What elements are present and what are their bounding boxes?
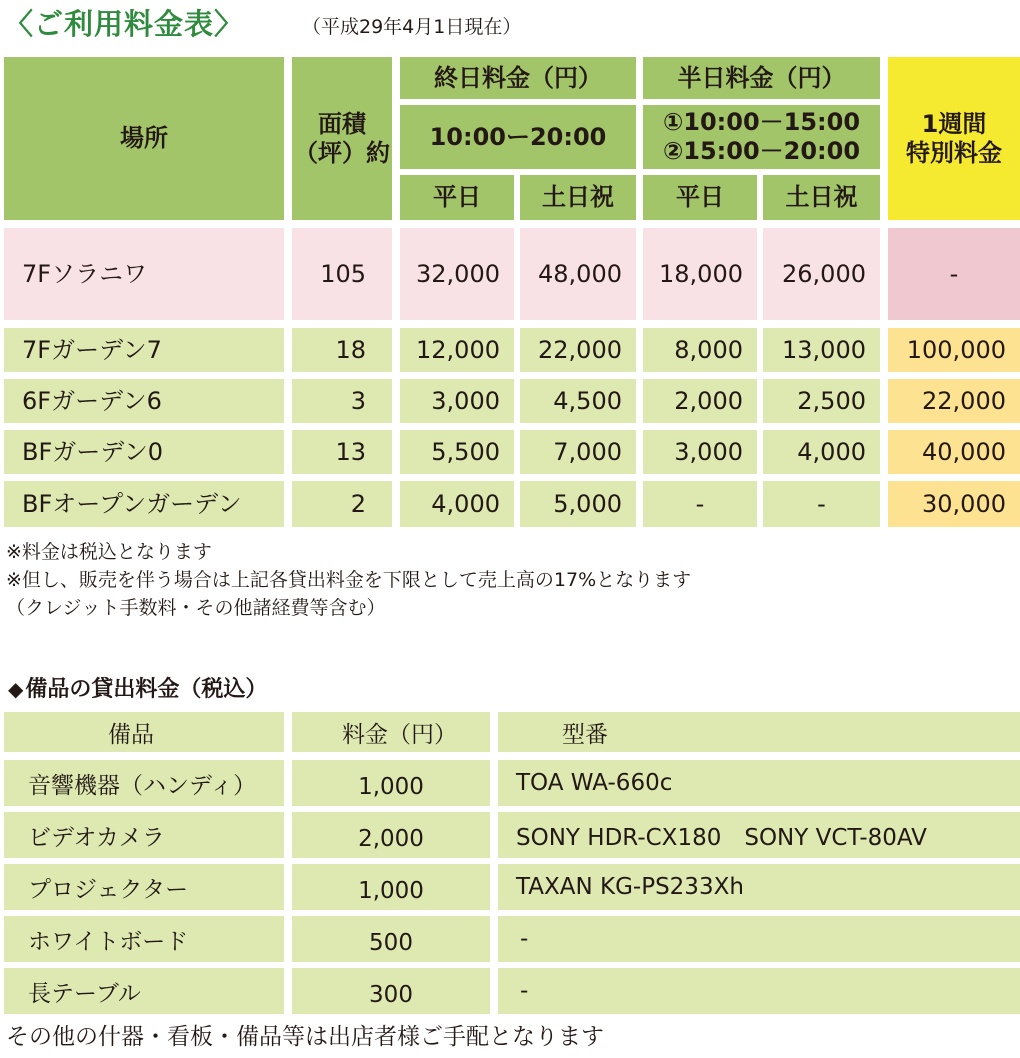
row-place: 6Fガーデン6 [4,379,284,423]
row-full-holiday: 48,000 [520,228,636,320]
equipment-price: 300 [292,968,490,1014]
note-tax: ※料金は税込となります [6,541,212,563]
equipment-header-price: 料金（円） [292,712,490,752]
row-full-holiday: 7,000 [520,430,636,474]
note-fees: （クレジット手数料・その他諸経費等含む） [6,597,386,619]
header-half-weekday: 平日 [643,175,757,220]
equipment-model: - [498,916,1020,962]
row-half-weekday: 18,000 [643,228,757,320]
equipment-model: - [498,968,1020,1014]
row-full-holiday: 5,000 [520,481,636,527]
row-half-holiday: 4,000 [763,430,880,474]
row-place: 7Fソラニワ [4,228,284,320]
row-area: 3 [292,379,392,423]
equipment-item: 長テーブル [4,968,284,1014]
equipment-model: TAXAN KG-PS233Xh [498,864,1020,910]
title-row [0,0,1020,48]
row-half-holiday: 13,000 [763,328,880,372]
row-weekly: 22,000 [888,379,1020,423]
row-full-holiday: 4,500 [520,379,636,423]
row-half-holiday: - [763,481,880,527]
equipment-price: 1,000 [292,864,490,910]
row-place: BFガーデン0 [4,430,284,474]
equipment-item: 音響機器（ハンディ） [4,760,284,806]
row-full-weekday: 12,000 [400,328,514,372]
row-full-weekday: 5,500 [400,430,514,474]
header-full-weekday: 平日 [400,175,514,220]
row-half-holiday: 26,000 [763,228,880,320]
row-weekly: 100,000 [888,328,1020,372]
equipment-model: TOA WA-660c [498,760,1020,806]
row-half-weekday: 2,000 [643,379,757,423]
header-weekly [888,57,1020,220]
note-sales: ※但し、販売を伴う場合は上記各貸出料金を下限として売上高の17%となります [6,569,692,591]
header-full-holiday: 土日祝 [520,175,636,220]
row-weekly: 40,000 [888,430,1020,474]
row-half-weekday: 8,000 [643,328,757,372]
row-full-holiday: 22,000 [520,328,636,372]
row-area: 105 [292,228,392,320]
diamond-icon: ◆ [8,677,24,701]
equipment-item: プロジェクター [4,864,284,910]
half-day-time-2: ②15:00－20:00 [662,137,861,165]
equipment-header-item: 備品 [4,712,284,752]
equipment-model: SONY HDR-CX180 SONY VCT-80AV [498,812,1020,858]
row-half-holiday: 2,500 [763,379,880,423]
header-place: 場所 [4,57,284,220]
equipment-item: ホワイトボード [4,916,284,962]
header-area: 面積 （坪）約 [292,57,392,220]
header-half-day-time [643,105,880,169]
weekly-line-2: 特別料金 [906,138,1002,167]
header-full-day: 終日料金（円） [400,57,636,99]
equipment-price: 1,000 [292,760,490,806]
row-area: 18 [292,328,392,372]
row-area: 13 [292,430,392,474]
header-half-holiday: 土日祝 [763,175,880,220]
row-half-weekday: - [643,481,757,527]
page-subtitle: （平成29年4月1日現在） [302,16,522,38]
equipment-price: 2,000 [292,812,490,858]
equipment-header-model: 型番 [498,712,1020,752]
header-full-day-time: 10:00ー20:00 [400,105,636,169]
row-full-weekday: 4,000 [400,481,514,527]
row-place: BFオープンガーデン [4,481,284,527]
row-weekly: 30,000 [888,481,1020,527]
weekly-line-1: 1週間 [921,109,987,138]
equipment-price: 500 [292,916,490,962]
equipment-item: ビデオカメラ [4,812,284,858]
row-weekly: - [888,228,1020,320]
equipment-title [8,672,267,703]
half-day-time-1: ①10:00－15:00 [662,108,861,137]
row-half-weekday: 3,000 [643,430,757,474]
footer-note: その他の什器・看板・備品等は出店者様ご手配となります [6,1024,604,1050]
row-full-weekday: 32,000 [400,228,514,320]
notes [6,538,691,622]
row-full-weekday: 3,000 [400,379,514,423]
row-area: 2 [292,481,392,527]
row-place: 7Fガーデン7 [4,328,284,372]
header-half-day: 半日料金（円） [643,57,880,99]
equipment-title-text: 備品の貸出料金（税込） [25,677,268,702]
page-title: 〈ご利用料金表〉 [4,7,245,41]
